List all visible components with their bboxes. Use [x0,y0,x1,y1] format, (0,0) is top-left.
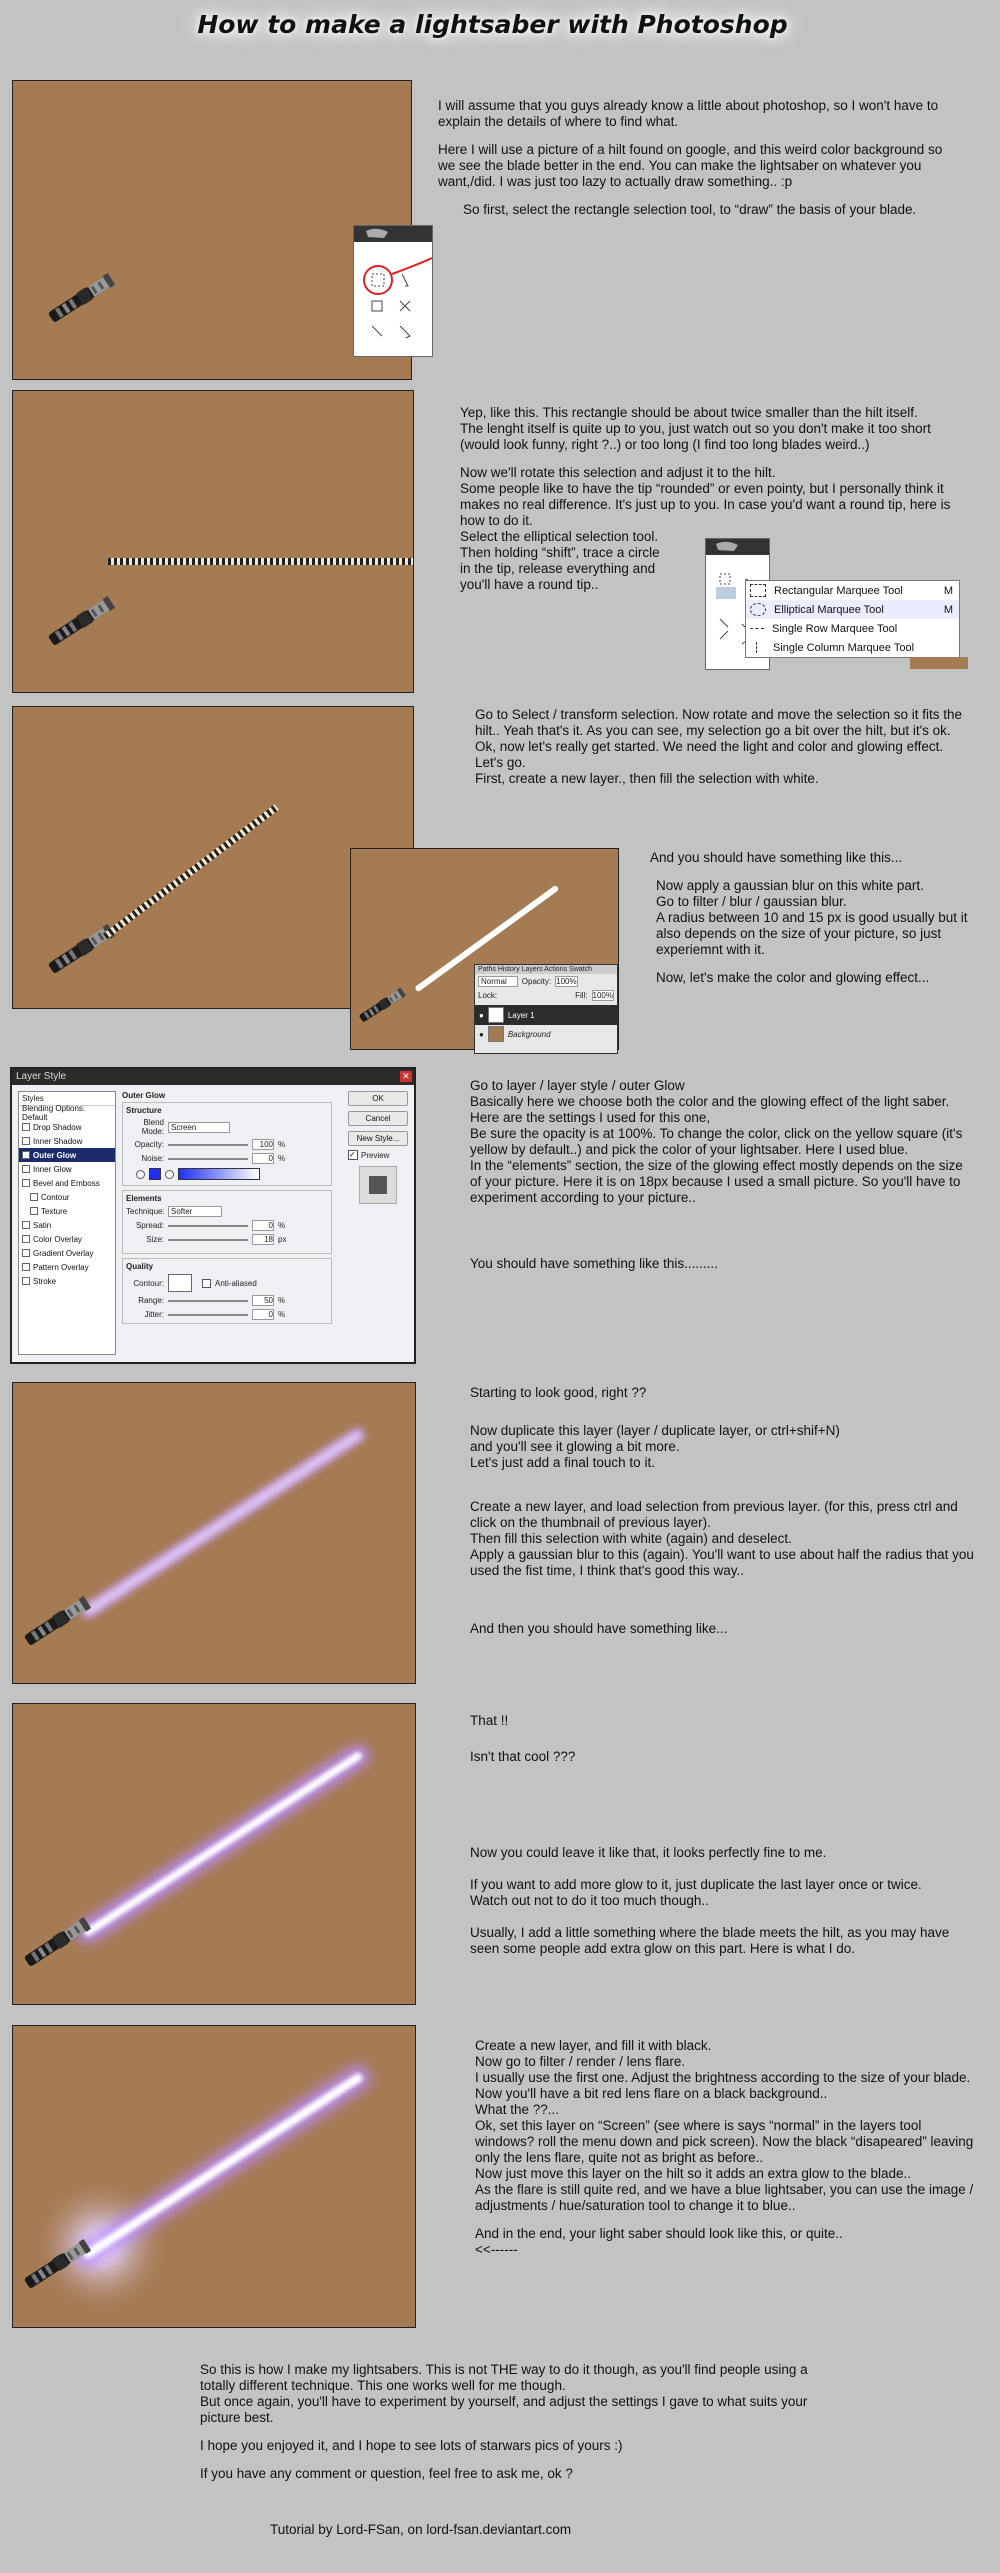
technique-label: Technique: [126,1207,165,1216]
opacity-value[interactable]: 100% [556,977,577,986]
step6-image [12,1703,416,2005]
layer-style-dialog [10,1067,416,1364]
ellipse-marquee-icon [750,603,766,616]
step7-para1: Create a new layer, and fill it with black. Now go to filter / render / lens flare. I usually use the first one. Adjust the brightness according to the size of your blade. Now you'll have a bit red lens flare on a black background.. What the ??... Ok, set this layer on “Screen” (see where is says “normal” in the layers tool windows? roll the menu down and pick screen). Now the black “disapeared” leaving only the lens flare, quite not as bright as before.. Now just move this layer on the hilt so it adds an extra glow to the blade.. As the flare is still quite red, and we have a blue lightsaber, you can use the image / adjustments / hue/saturation tool to change it to blue.. [475,2038,974,2213]
jitter-slider[interactable] [168,1314,248,1316]
contour-picker[interactable] [168,1274,192,1292]
size-input[interactable]: 18 [252,1234,274,1245]
step5-para2: Now duplicate this layer (layer / duplicate layer, or ctrl+shif+N) and you'll see it glowing a bit more. Let's just add a final touch to it. [470,1423,840,1470]
style-item-label: Outer Glow [33,1150,77,1160]
fill-label: Fill: [575,991,588,1000]
elements-group [122,1190,332,1254]
style-item-label: Gradient Overlay [33,1248,94,1258]
hilt-image [13,1383,415,1683]
menu-item-rect-marquee[interactable] [746,581,959,600]
step3-text-2 [650,850,980,998]
hilt-image [13,81,411,379]
style-item[interactable] [19,1246,115,1260]
marquee-tool-menu [745,580,960,658]
opacity-input[interactable]: 100 [252,1139,274,1150]
contour-label: Contour: [133,1278,164,1288]
step6-para3: Now you could leave it like that, it looks perfectly fine to me. [470,1845,827,1860]
menu-item-shortcut: M [943,603,953,616]
jitter-input[interactable]: 0 [252,1309,274,1320]
range-label: Range: [138,1296,164,1305]
percent-unit: % [278,1140,286,1149]
layer-thumbnail [488,1007,504,1023]
hilt-image [13,391,413,692]
step1-text [438,98,960,230]
style-item[interactable] [19,1148,115,1162]
style-item[interactable] [19,1176,115,1190]
color-radio[interactable] [136,1170,145,1179]
noise-slider[interactable] [168,1158,248,1160]
style-preview-thumbnail [359,1166,397,1204]
styles-list [18,1091,116,1355]
antialiased-label: Anti-aliased [215,1278,257,1288]
toolbox-screenshot [353,225,433,357]
eye-icon[interactable]: ● [479,1029,484,1039]
layers-panel [474,964,618,1054]
size-slider[interactable] [168,1239,248,1241]
elements-label: Elements [126,1194,162,1203]
step6-para2: Isn't that cool ??? [470,1749,576,1764]
lock-label: Lock: [478,991,498,1000]
menu-item-label: Single Column Marquee Tool [773,641,915,654]
menu-item-label: Single Row Marquee Tool [772,622,898,635]
style-item[interactable] [19,1260,115,1274]
eye-icon[interactable]: ● [479,1010,484,1020]
noise-label: Noise: [141,1154,164,1163]
style-item-label: Inner Shadow [33,1136,83,1146]
structure-label: Structure [126,1106,162,1115]
column-marquee-icon [756,642,758,653]
style-item-label: Stroke [33,1276,57,1286]
style-checkbox[interactable] [22,1235,30,1243]
opacity-label: Opacity: [134,1140,164,1149]
closing-para3: If you have any comment or question, feel free to ask me, ok ? [200,2466,573,2481]
style-checkbox[interactable] [22,1137,30,1145]
step6-text [470,1713,975,1969]
style-checkbox[interactable] [30,1207,38,1215]
size-label: Size: [146,1235,164,1244]
dialog-title: Layer Style [12,1069,414,1085]
step3-para4: Now, let's make the color and glowing effect... [656,970,930,985]
percent-unit: % [278,1221,286,1230]
style-item-label: Inner Glow [33,1164,72,1174]
gradient-swatch[interactable] [178,1168,260,1180]
blend-mode-select[interactable]: Screen [168,1122,230,1133]
style-item[interactable] [19,1190,115,1204]
blend-mode-label: Blend Mode: [141,1118,164,1136]
step3-para1: Go to Select / transform selection. Now rotate and move the selection so it fits the hilt.. Yeah that's it. As you can see, my selection go a bit over the hilt, but it's ok. Ok, now let's really get started. We need the light and color and glowing effect. Let's go. First, create a new layer., then fill the selection with white. [475,707,962,786]
step6-para4: If you want to add more glow to it, just duplicate the last layer once or twice. Watch out not to do it too much though.. [470,1877,922,1908]
style-item[interactable] [19,1106,115,1120]
step4-para2: You should have something like this......... [470,1256,718,1271]
menu-item-single-row-marquee[interactable] [746,619,959,638]
percent-unit: % [278,1296,286,1305]
layer-thumbnail [488,1026,504,1042]
step3-text [475,707,965,799]
outer-glow-settings [122,1091,332,1353]
layer-row-layer1[interactable] [475,1005,617,1025]
quality-group [122,1258,332,1324]
style-checkbox[interactable] [22,1277,30,1285]
menu-item-shortcut: M [943,584,953,597]
step1-para1: I will assume that you guys already know a little about photoshop, so I won't have to explain the details of where to find what. [438,98,939,129]
rect-selection [108,558,413,565]
step7-text [475,2038,975,2270]
style-checkbox[interactable] [22,1151,30,1159]
style-checkbox[interactable] [22,1249,30,1257]
style-checkbox[interactable] [22,1221,30,1229]
new-style-button[interactable]: New Style... [348,1131,408,1146]
step2-image [12,390,414,693]
menu-item-label: Elliptical Marquee Tool [774,603,884,616]
style-item-label: Bevel and Emboss [33,1178,100,1188]
layer-name: Background [507,1029,551,1039]
style-checkbox[interactable] [22,1263,30,1271]
preview-label: Preview [361,1150,390,1160]
style-checkbox[interactable] [22,1123,30,1131]
style-item-label: Satin [33,1220,52,1230]
step1-image [12,80,412,380]
style-checkbox[interactable] [22,1179,30,1187]
style-item-label: Contour [41,1192,70,1202]
closing-para2: I hope you enjoyed it, and I hope to see lots of starwars pics of yours :) [200,2438,623,2453]
gradient-radio[interactable] [165,1170,174,1179]
percent-unit: % [278,1154,286,1163]
spread-input[interactable]: 0 [252,1220,274,1231]
style-item-label: Blending Options: Default [22,1104,86,1122]
style-item-label: Color Overlay [33,1234,82,1244]
step5-para3: Create a new layer, and load selection from previous layer. (for this, press ctrl and click on the thumbnail of previous layer). Then fill this selection with white (again) and deselect. Apply a gaussian blur to this (again). You'll want to use about half the radius that you used the fist time, I think that's good this way.. [470,1499,974,1578]
jitter-label: Jitter: [144,1310,164,1319]
step2-para2: Now we'll rotate this selection and adjust it to the hilt. Some people like to have the tip “rounded” or even pointy, but I personally think it makes no real difference. It's just up to you. In case you'd want a round tip, here is how to do it. Select the elliptical selection tool. Then holding “shift”, trace a circle in the tip, release everything and you'll have a round tip.. [460,465,951,592]
px-unit: px [278,1235,287,1244]
group-title: Outer Glow [122,1091,166,1100]
rect-marquee-icon [750,584,766,597]
spread-label: Spread: [135,1221,164,1230]
closing-text [200,2362,820,2494]
menu-item-elliptical-marquee[interactable] [746,600,959,619]
final-lightsaber-image [13,2026,415,2327]
range-slider[interactable] [168,1300,248,1302]
opacity-slider[interactable] [168,1144,248,1146]
style-item[interactable] [19,1204,115,1218]
step2-para1: Yep, like this. This rectangle should be about twice smaller than the hilt itself. The lenght itself is quite up to you, just watch out so you don't make it too short (would look funny, right ?..) or too long (I find too long blades weird..) [460,405,931,452]
step4-para1: Go to layer / layer style / outer Glow Basically here we choose both the color and the glowing effect of the light saber. Here are the settings I used for this one, Be sure the opacity is at 100%. To change the color, click on the yellow square (it's yellow by default..) and pick the color of your lightsaber. Here I used blue. In the “elements” section, the size of the glowing effect mostly depends on the size of your picture. Here it is on 18px because I used a small picture. So you'll have to experiment according to your picture.. [470,1078,963,1205]
range-input[interactable]: 50 [252,1295,274,1306]
blend-mode-select[interactable]: Normal [478,976,518,987]
ok-button[interactable]: OK [348,1091,408,1106]
step7-image [12,2025,416,2328]
marquee-tools-icon [354,226,432,356]
credit: Tutorial by Lord-FSan, on lord-fsan.deviantart.com [270,2522,572,2537]
menu-item-label: Rectangular Marquee Tool [774,584,903,597]
percent-unit: % [278,1310,286,1319]
style-item[interactable] [19,1162,115,1176]
styles-header[interactable]: Styles [19,1092,115,1106]
step4-text [470,1078,975,1284]
step7-para2: And in the end, your light saber should look like this, or quite.. <<------ [475,2226,843,2257]
fill-value[interactable]: 100% [592,991,613,1000]
step5-para1: Starting to look good, right ?? [470,1385,647,1400]
style-checkbox[interactable] [30,1193,38,1201]
antialiased-checkbox[interactable] [202,1279,211,1288]
step6-para1: That !! [470,1713,509,1728]
style-item[interactable] [19,1134,115,1148]
step3-para2: And you should have something like this... [650,850,903,865]
step5-image [12,1382,416,1684]
step3-para3: Now apply a gaussian blur on this white part. Go to filter / blur / gaussian blur. A radius between 10 and 15 px is good usually but it also depends on the size of your picture, so just experiemnt with it. [656,878,968,957]
style-item[interactable] [19,1218,115,1232]
close-icon[interactable]: ✕ [400,1071,412,1082]
style-item-label: Texture [41,1206,68,1216]
layer-name: Layer 1 [507,1010,535,1020]
menu-item-single-column-marquee[interactable] [746,638,959,657]
step6-para5: Usually, I add a little something where the blade meets the hilt, as you may have seen some people add extra glow on this part. Here is what I do. [470,1925,950,1956]
hilt-image [13,1704,415,2004]
style-item[interactable] [19,1274,115,1288]
row-marquee-icon [750,628,764,630]
style-checkbox[interactable] [22,1165,30,1173]
step1-para3: So first, select the rectangle selection tool, to “draw” the basis of your blade. [463,202,917,217]
opacity-label: Opacity: [521,977,552,986]
noise-input[interactable]: 0 [252,1153,274,1164]
quality-label: Quality [126,1262,154,1271]
closing-para1: So this is how I make my lightsabers. This is not THE way to do it though, as you'll find people using a totally different technique. This one works well for me though. But once again, you'll have to experiment by yourself, and adjust the settings I gave to what suits your picture best. [200,2362,808,2425]
style-item[interactable] [19,1232,115,1246]
cancel-button[interactable]: Cancel [348,1111,408,1126]
technique-select[interactable]: Softer [168,1206,222,1217]
step1-para2: Here I will use a picture of a hilt found on google, and this weird color background so we see the blade better in the end. You can make the lightsaber on whatever you want,/did. I was just too lazy to actually draw something.. :p [438,142,943,189]
style-item[interactable] [19,1120,115,1134]
step5-text [470,1385,975,1649]
layer-row-background[interactable] [475,1025,617,1043]
structure-group [122,1102,332,1186]
dialog-buttons [348,1091,408,1204]
preview-checkbox[interactable]: ✓ [348,1150,358,1160]
step5-para4: And then you should have something like... [470,1621,728,1636]
glow-color-swatch[interactable] [149,1168,161,1180]
spread-slider[interactable] [168,1225,248,1227]
style-item-label: Pattern Overlay [33,1262,89,1272]
style-item-label: Drop Shadow [33,1122,82,1132]
background-swatch [910,657,968,669]
layers-tabs[interactable]: Paths History Layers Actions Swatch [475,965,617,974]
page-title: How to make a lightsaber with Photoshop [197,10,788,39]
